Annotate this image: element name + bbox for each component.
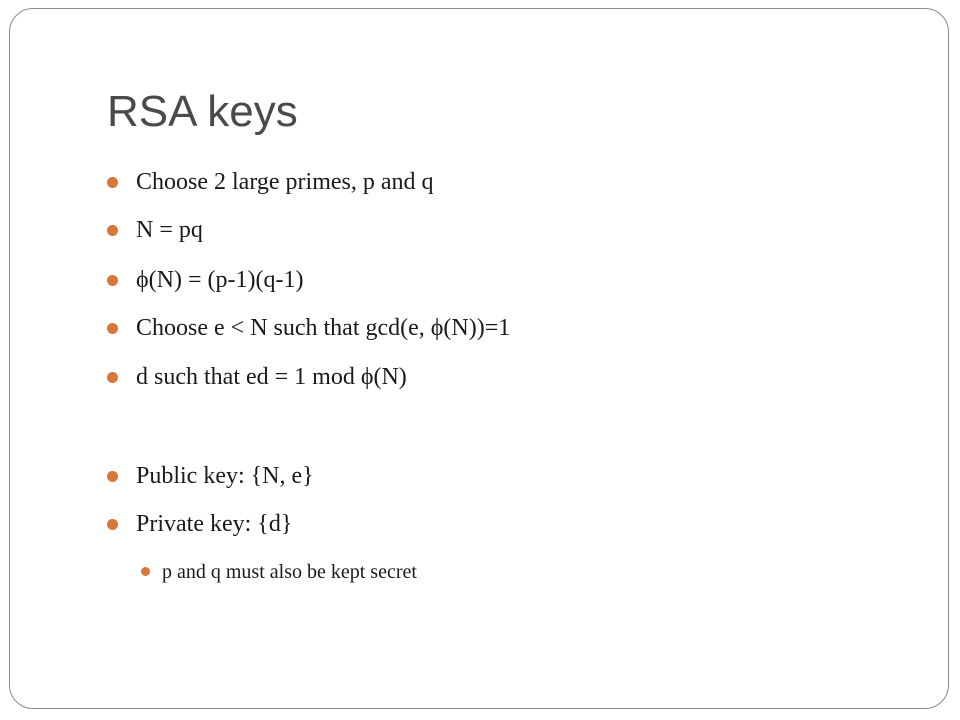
bullet-item [136, 167, 434, 197]
bullet-text: d such that ed = 1 mod ϕ(N) [136, 364, 407, 390]
bullet-text: Private key: {d} [136, 511, 293, 537]
sub-bullet-item [162, 559, 417, 585]
bullet-item [136, 461, 314, 491]
bullet-dot-icon [107, 225, 118, 236]
bullet-item [136, 362, 407, 392]
bullet-dot-icon [107, 471, 118, 482]
bullet-text: Public key: {N, e} [136, 463, 314, 489]
bullet-item [136, 313, 510, 343]
bullet-dot-icon [107, 519, 118, 530]
bullet-dot-icon [107, 323, 118, 334]
bullet-dot-icon [107, 372, 118, 383]
bullet-dot-icon [141, 567, 150, 576]
bullet-text: Choose e < N such that gcd(e, ϕ(N))=1 [136, 315, 511, 341]
bullet-dot-icon [107, 177, 118, 188]
bullet-text: ϕ(N) = (p-1)(q-1) [136, 267, 304, 293]
sub-bullet-text: p and q must also be kept secret [162, 561, 417, 583]
bullet-item [136, 215, 203, 245]
slide-title: RSA keys [107, 87, 298, 136]
bullet-dot-icon [107, 275, 118, 286]
bullet-item [136, 265, 303, 295]
bullet-item [136, 509, 292, 539]
bullet-text: Choose 2 large primes, p and q [136, 169, 434, 195]
bullet-text: N = pq [136, 217, 203, 243]
